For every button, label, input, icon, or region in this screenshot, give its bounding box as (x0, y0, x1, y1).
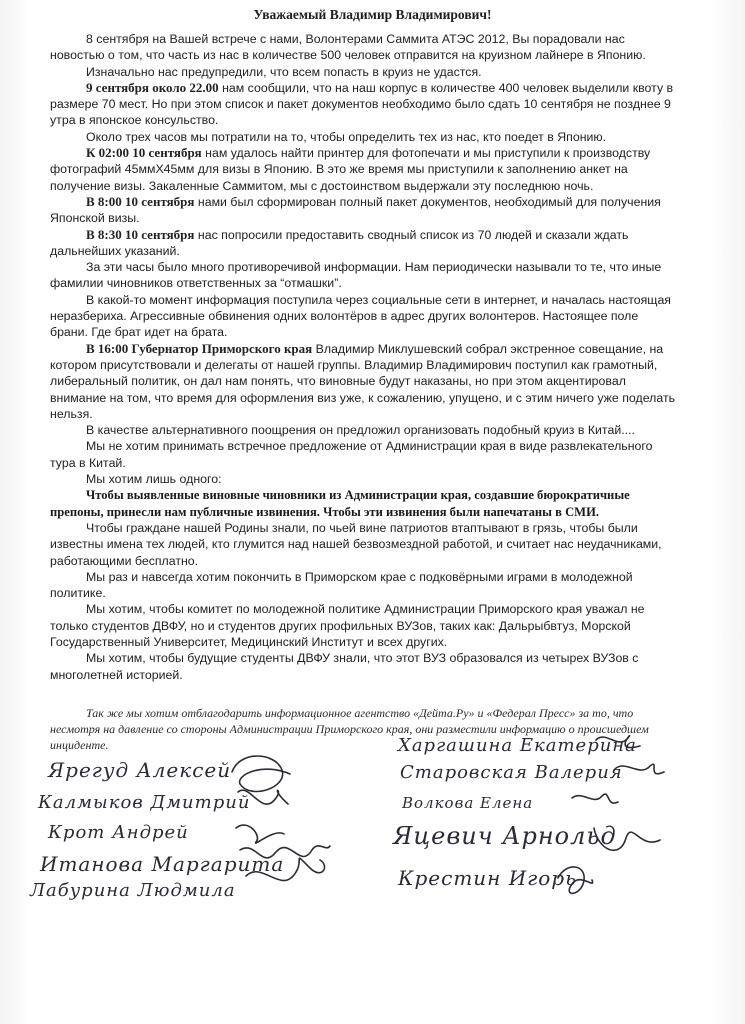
letter-title: Уважаемый Владимир Владимирович! (253, 7, 492, 22)
paragraph-text: В какой-то момент информация поступила через социальные сети в интернет, и началась настоящая неразбериха. Агрессивные обвинения одних волонтёров в адрес других волонтеров. Настоящее поле брани. Где брат идет на брата. (50, 292, 671, 340)
paragraph (50, 341, 678, 422)
paragraph (50, 601, 678, 650)
paragraph-bold-text: Чтобы выявленные виновные чиновники из Администрации края, создавшие бюрократичные препоны, принесли нам публичные извинения. Чтобы эти извинения были напечатаны в СМИ. (50, 488, 630, 519)
signature-name: Крот Андрей (48, 822, 189, 843)
paragraph-text: Чтобы граждане нашей Родины знали, по чьей вине патриотов втаптывают в грязь, чтобы были известны имена тех людей, кто глумится над нашей безвозмездной работой, и считает нас неудачниками, работающими бесплатно. (50, 520, 662, 568)
paragraph-lead: К 02:00 10 сентября (86, 145, 202, 161)
signature-name: Лабурина Людмила (30, 880, 236, 901)
paragraph (50, 129, 678, 145)
paragraph-text: Мы хотим, чтобы комитет по молодежной политике Администрации Приморского края уважал не только студентов ДВФУ, но и студентов других профильных ВУЗов, таких как: Дальрыбвтуз, Морской Государственный Университет, Медицинский Институт и всех других. (50, 602, 645, 649)
signature-scrawl (558, 867, 593, 893)
signature-scrawl (232, 756, 290, 791)
paragraph-text: нами был сформирован полный пакет документов, необходимый для получения Японской визы. (50, 194, 661, 226)
paragraph-text: В качестве альтернативного поощрения он предложил организовать подобный круиз в Китай.... (86, 423, 635, 438)
closing-thanks: Так же мы хотим отблагодарить информационное агентство «Дейта.Ру» и «Федерал Пресс» за то, что несмотря на давление со стороны Администрации Приморского края, они разместили информацию о происшедшем инциденте. (50, 706, 649, 752)
paragraph-lead: 9 сентября около 22.00 (86, 79, 219, 95)
signature-scrawls (0, 700, 745, 920)
paragraph-lead: В 8:00 10 сентября (86, 193, 195, 209)
signature-scrawl (614, 764, 664, 774)
signature-scrawl (594, 828, 660, 850)
paragraph-text: Мы раз и навсегда хотим покончить в Приморском крае с подковёрными играми в молодежной политике. (50, 569, 633, 601)
paragraph-text: Владимир Миклушевский собрал экстренное совещание, на котором присутствовали и делегаты от нашей группы. Владимир Владимирович поступил как грамотный, либеральный политик, он дал нам понять, что виновные будут наказаны, но при этом акцентировал внимание на том, что время для оформления виз уже, к сожалению, упущено, и с этим ничего уже поделать нельзя. (50, 341, 676, 421)
paragraph (50, 292, 678, 341)
paragraph (50, 471, 678, 487)
signature-scrawl (572, 794, 618, 803)
paragraph-text: 8 сентября на Вашей встрече с нами, Волонтерами Саммита АТЭС 2012, Вы порадовали нас новостью о том, что часть из нас в количестве 500 человек отправится на круизном лайнере в Японию. (50, 32, 646, 63)
paragraph-text: нам сообщили, что на наш корпус в количестве 400 человек выделили квоту в размере 70 мест. Но при этом список и пакет документов необходимо было сдать 10 сентября не позднее 9 утра в японское консульство. (50, 80, 674, 128)
signature-name: Старовская Валерия (400, 762, 623, 783)
paragraph-text: За эти часы было много противоречивой информации. Нам периодически называли то те, что иные фамилии чиновников ответственных за “отмашки”. (50, 260, 662, 291)
paragraph-text: нам удалось найти принтер для фотопечати и мы приступили к производству фотографий 45ммХ45мм для визы в Японию. В это же время мы приступили к заполнению анкет на получение визы. Закаленные Саммитом, мы с достоинством выдержали эту последнюю ночь. (50, 146, 651, 193)
signature-name: Яцевич Арнольд (393, 822, 617, 850)
signature-scrawl (240, 846, 330, 858)
paragraph-lead: В 16:00 Губернатор Приморского края (86, 340, 313, 356)
signature-name: Крестин Игорь (398, 866, 577, 890)
paragraph-text: Мы хотим, чтобы будущие студенты ДВФУ знали, что этот ВУЗ образовался из четырех ВУЗов с многолетней историей. (50, 651, 639, 682)
signature-name: Харгашина Екатерина (398, 735, 637, 756)
paragraph (50, 31, 678, 64)
signature-name: Ярегуд Алексей (48, 758, 232, 782)
letter-body (50, 31, 678, 683)
paragraph (50, 650, 678, 683)
paragraph (50, 145, 678, 194)
paragraph-demand (50, 487, 678, 520)
paragraph-text: нас попросили предоставить сводный список из 70 людей и сказали ждать дальнейших указаний. (50, 227, 629, 258)
paragraph-text: Мы хотим лишь одного: (86, 472, 222, 487)
paragraph-text: Около трех часов мы потратили на то, чтобы определить тех из нас, кто поедет в Японию. (86, 129, 607, 144)
paragraph (50, 80, 678, 129)
paragraph (50, 64, 678, 80)
signature-name: Волкова Елена (402, 794, 534, 812)
paragraph (50, 194, 678, 227)
paragraph (50, 438, 678, 471)
paragraph (50, 569, 678, 602)
paragraph (50, 227, 678, 260)
signature-scrawl (236, 825, 284, 843)
signature-name: Итанова Маргарита (40, 852, 285, 876)
paragraph (50, 422, 678, 438)
signature-scrawl (246, 858, 325, 880)
paragraph (50, 259, 678, 292)
signature-scrawl (238, 790, 288, 804)
paragraph-text: Изначально нас предупредили, что всем попасть в круиз не удастся. (86, 64, 482, 79)
paragraph-lead: В 8:30 10 сентября (86, 226, 195, 242)
signature-scrawl (596, 736, 640, 748)
paragraph-text: Мы не хотим принимать встречное предложение от Администрации края в виде развлекательного тура в Китай. (50, 439, 653, 470)
paragraph (50, 520, 678, 569)
signature-name: Калмыков Дмитрий (38, 792, 251, 813)
